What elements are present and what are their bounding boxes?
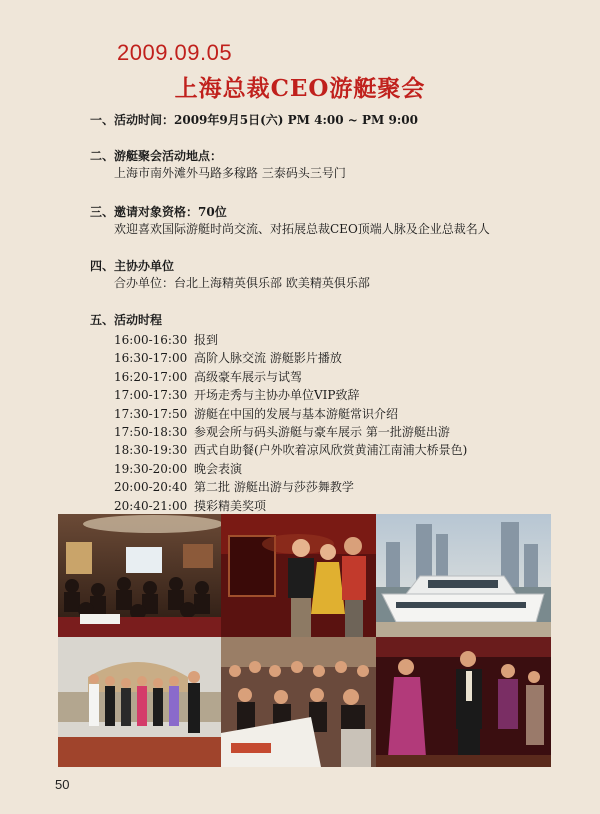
schedule-item: 西式自助餐(户外吹着凉风欣赏黄浦江南浦大桥景色): [194, 443, 468, 458]
schedule-time: 20:40-21:00: [114, 498, 188, 513]
section-heading: 二、游艇聚会活动地点：: [90, 149, 223, 163]
event-date: 2009.09.05: [117, 40, 233, 65]
schedule-time: 16:30-17:00: [114, 351, 188, 366]
section-schedule: [90, 312, 162, 329]
schedule-row: [114, 405, 467, 423]
section-time: [90, 112, 418, 129]
section-location: [90, 148, 346, 182]
schedule-item: 高级豪车展示与试驾: [194, 369, 303, 384]
schedule-time: 16:20-17:00: [114, 369, 188, 384]
schedule-time: 17:50-18:30: [114, 425, 188, 440]
schedule-item: 开场走秀与主协办单位VIP致辞: [194, 388, 360, 403]
page-title: 上海总裁CEO游艇聚会: [174, 75, 426, 102]
section-heading: 四、主协办单位: [90, 259, 175, 273]
schedule-row: [114, 441, 467, 459]
schedule-time: 18:30-19:30: [114, 443, 188, 458]
schedule-time: 17:30-17:50: [114, 406, 188, 421]
photo-banquet-crowd: [221, 637, 376, 767]
section-body: 上海市南外滩外马路多稼路 三泰码头三号门: [114, 166, 346, 180]
schedule-row: [114, 349, 467, 367]
schedule-item: 游艇在中国的发展与基本游艇常识介绍: [194, 406, 399, 421]
section-organizers: [90, 258, 370, 292]
photo-collage: [58, 514, 551, 767]
schedule-list: [114, 331, 467, 515]
schedule-item: 参观会所与码头游艇与豪车展示 第一批游艇出游: [194, 425, 450, 440]
schedule-time: 17:00-17:30: [114, 388, 188, 403]
schedule-row: [114, 423, 467, 441]
section-body: 欢迎喜欢国际游艇时尚交流、对拓展总裁CEO顶端人脉及企业总裁名人: [114, 222, 490, 236]
schedule-item: 报到: [194, 333, 219, 347]
page-number: 50: [55, 777, 70, 792]
photo-seminar-audience: [58, 514, 221, 637]
schedule-time: 16:00-16:30: [114, 333, 188, 347]
schedule-row: [114, 497, 467, 515]
schedule-item: 晚会表演: [194, 461, 243, 476]
photo-yacht-on-river: [376, 514, 551, 637]
schedule-item: 高阶人脉交流 游艇影片播放: [194, 351, 342, 366]
schedule-time: 20:00-20:40: [114, 480, 188, 495]
photo-group-outdoor: [58, 637, 221, 767]
section-body: 合办单位：台北上海精英俱乐部 欧美精英俱乐部: [114, 276, 370, 290]
photo-dancing-couples: [376, 637, 551, 767]
schedule-row: [114, 478, 467, 496]
schedule-row: [114, 386, 467, 404]
schedule-row: [114, 460, 467, 478]
schedule-row: [114, 331, 467, 349]
schedule-item: 第二批 游艇出游与莎莎舞教学: [194, 480, 354, 495]
schedule-item: 摸彩精美奖项: [194, 498, 267, 513]
section-heading: 三、邀请对象资格：70位: [90, 205, 227, 219]
schedule-row: [114, 368, 467, 386]
section-heading: 五、活动时程: [90, 313, 163, 327]
photo-three-guests-portrait: [221, 514, 376, 637]
section-heading: 一、活动时间：2009年9月5日(六) PM 4:00 ~ PM 9:00: [90, 113, 418, 127]
section-eligibility: [90, 204, 490, 238]
schedule-time: 19:30-20:00: [114, 461, 188, 476]
